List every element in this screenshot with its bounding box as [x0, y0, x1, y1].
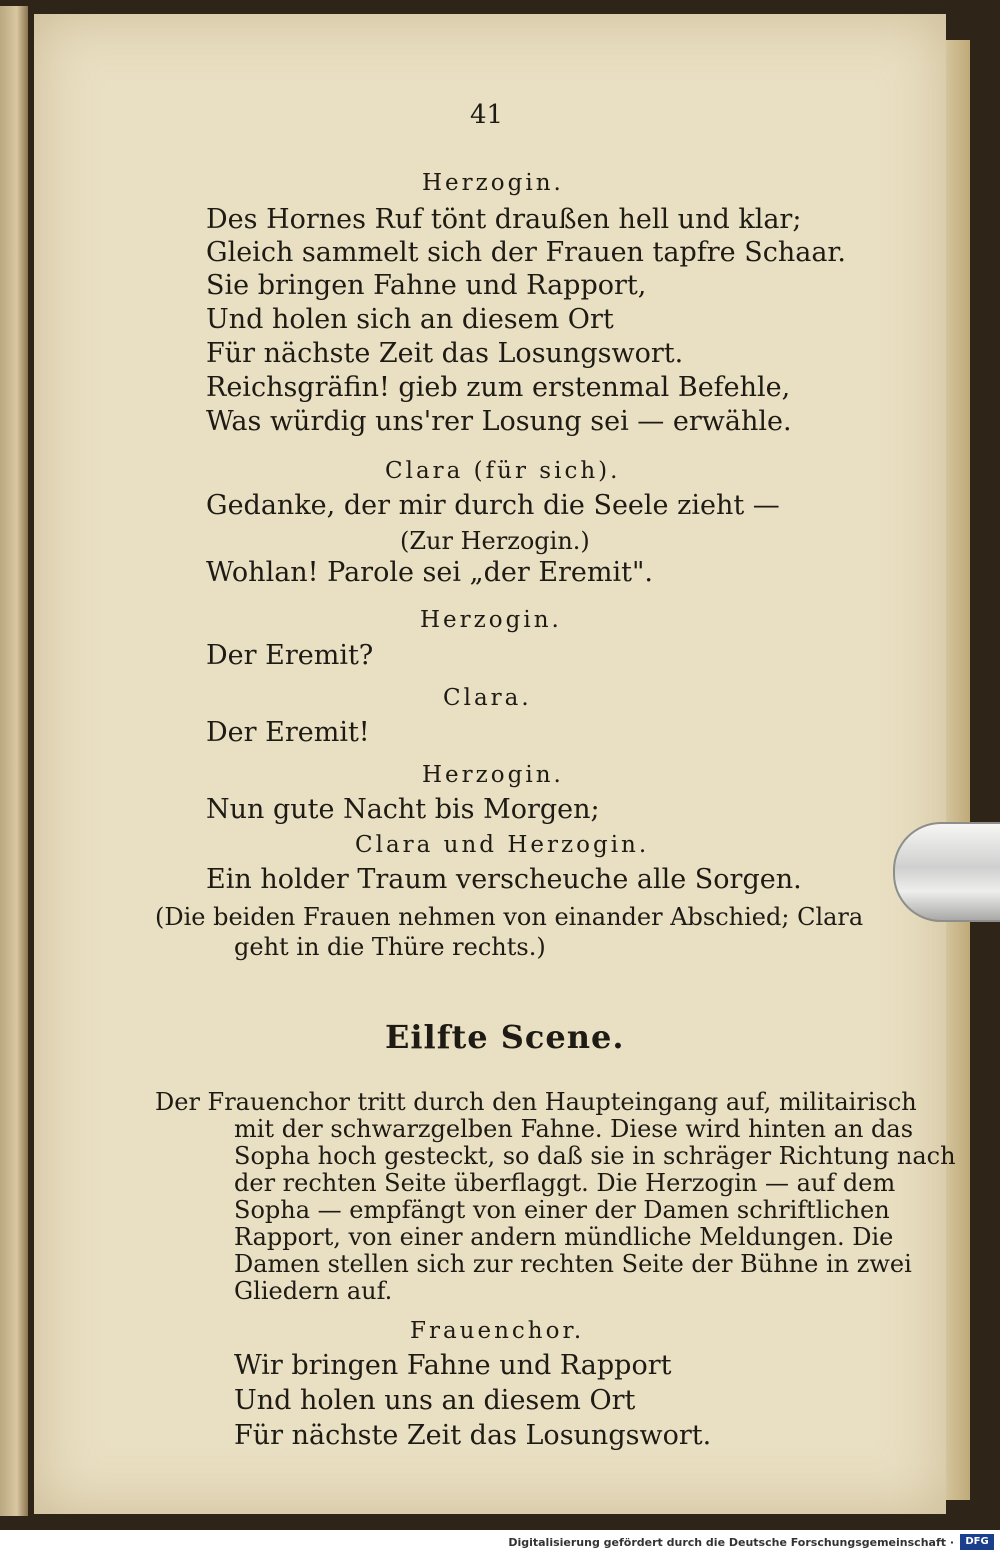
verse-line: Gleich sammelt sich der Frauen tapfre Schaar. — [206, 237, 846, 268]
verse-line: Der Eremit! — [206, 717, 370, 748]
left-page-edge — [0, 6, 28, 1516]
stage-direction: Der Frauenchor tritt durch den Haupteingang auf, militairisch — [155, 1088, 917, 1116]
footer-bar — [0, 1530, 1000, 1556]
stage-direction: Sopha hoch gesteckt, so daß sie in schräger Richtung nach — [234, 1142, 956, 1170]
speaker-herzogin: Herzogin. — [420, 607, 562, 633]
speaker-herzogin: Herzogin. — [422, 762, 564, 788]
footer-credit: Digitalisierung gefördert durch die Deutsche Forschungsgemeinschaft · — [508, 1536, 954, 1549]
verse-line: Und holen uns an diesem Ort — [234, 1385, 636, 1416]
stage-direction: Gliedern auf. — [234, 1277, 393, 1305]
stage-direction: (Die beiden Frauen nehmen von einander Abschied; Clara — [155, 903, 864, 931]
speaker-clara-aside: Clara (für sich). — [385, 458, 621, 484]
verse-line: Der Eremit? — [206, 640, 374, 671]
verse-line: Ein holder Traum verscheuche alle Sorgen. — [206, 864, 802, 895]
verse-line: Sie bringen Fahne und Rapport, — [206, 270, 647, 301]
page-number: 41 — [470, 100, 504, 130]
speaker-frauenchor: Frauenchor. — [410, 1318, 585, 1344]
page-clip — [893, 822, 1000, 922]
verse-line: Wir bringen Fahne und Rapport — [234, 1350, 672, 1381]
stage-direction: Sopha — empfängt von einer der Damen schriftlichen — [234, 1196, 890, 1224]
stage-direction: Damen stellen sich zur rechten Seite der Bühne in zwei — [234, 1250, 912, 1278]
stage-direction: Rapport, von einer andern mündliche Meldungen. Die — [234, 1223, 894, 1251]
stage-direction: der rechten Seite überflaggt. Die Herzogin — auf dem — [234, 1169, 896, 1197]
speaker-herzogin: Herzogin. — [422, 170, 564, 196]
verse-line: Was würdig uns'rer Losung sei — erwähle. — [206, 406, 792, 437]
verse-line: Des Hornes Ruf tönt draußen hell und klar; — [206, 204, 802, 235]
scene-heading: Eilfte Scene. — [385, 1018, 625, 1056]
verse-line: Gedanke, der mir durch die Seele zieht — — [206, 490, 780, 521]
verse-line: Für nächste Zeit das Losungswort. — [234, 1420, 712, 1451]
verse-line: Reichsgräfin! gieb zum erstenmal Befehle, — [206, 372, 791, 403]
verse-line: Für nächste Zeit das Losungswort. — [206, 338, 684, 369]
verse-line: Nun gute Nacht bis Morgen; — [206, 794, 600, 825]
verse-line: Wohlan! Parole sei „der Eremit". — [206, 557, 654, 588]
dfg-logo-icon: DFG — [960, 1534, 994, 1550]
stage-direction: mit der schwarzgelben Fahne. Diese wird hinten an das — [234, 1115, 914, 1143]
verse-line: Und holen sich an diesem Ort — [206, 304, 614, 335]
stage-direction: geht in die Thüre rechts.) — [234, 933, 546, 961]
stage-direction: (Zur Herzogin.) — [400, 527, 590, 555]
speaker-clara-und-herzogin: Clara und Herzogin. — [355, 832, 650, 858]
speaker-clara: Clara. — [443, 685, 532, 711]
